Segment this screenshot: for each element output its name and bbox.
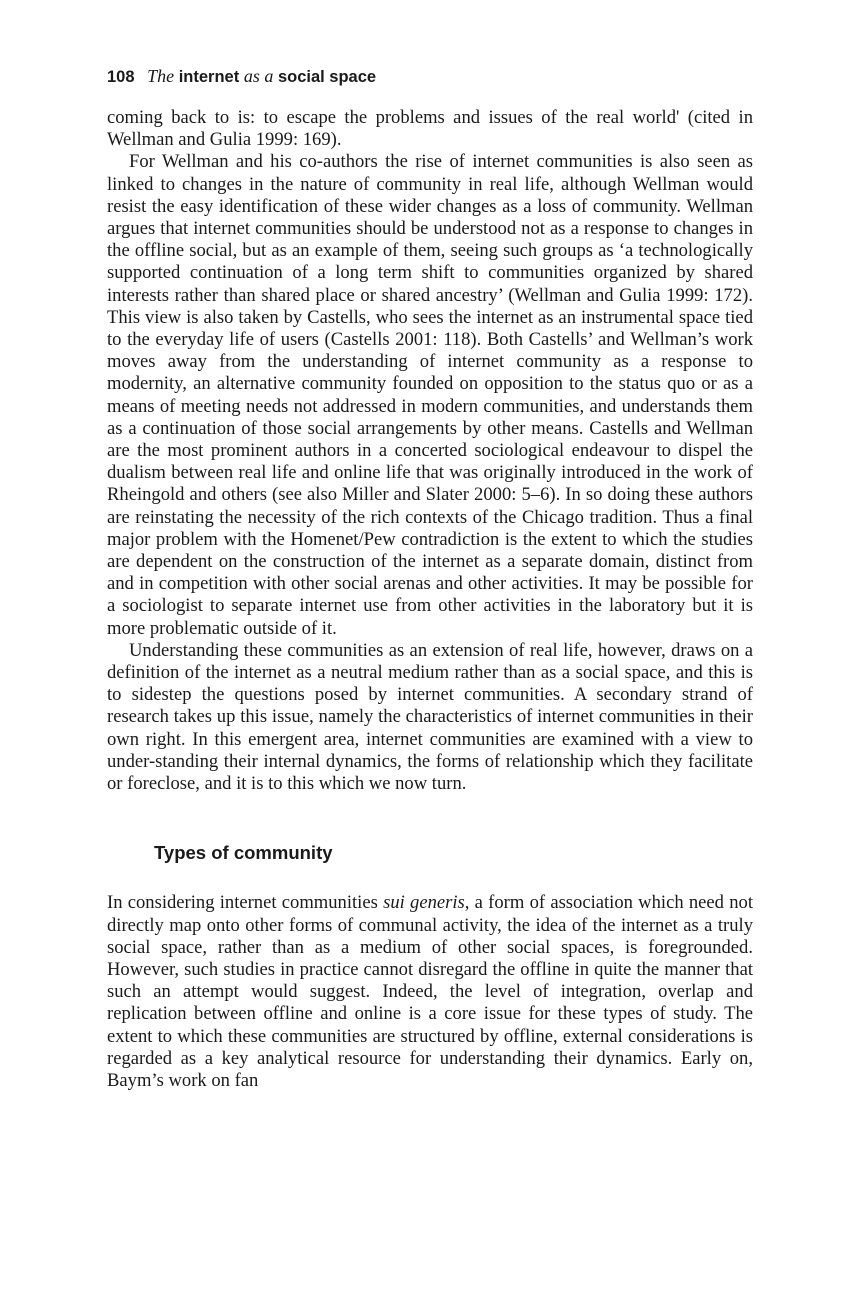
paragraph-sui-generis-rest: , a form of association which need not directly map onto other forms of communal activity, the idea of the internet as a truly social space, rather than as a medium of other social spaces, is foregrounded. However, such studies in practice cannot disregard the offline in quite the manner that such an attempt would suggest. Indeed, the level of integration, overlap and replication between offline and online is a core issue for these types of study. The extent to which these communities are structured by offline, external considerations is regarded as a key analytical resource for understanding their dynamics. Early on, Baym’s work on fan — [107, 892, 753, 1091]
main-text — [107, 107, 753, 1092]
book-page — [107, 64, 753, 1092]
sui-generis-italic: sui generis — [383, 892, 465, 914]
page-number: 108 — [107, 68, 135, 86]
paragraph-sui-generis-start: In considering internet communities — [107, 892, 384, 914]
paragraph-sui-generis — [107, 892, 753, 1092]
running-head — [107, 64, 753, 88]
running-title-italic-the: The — [147, 66, 175, 86]
running-title-italic-as-a: as a — [243, 66, 274, 86]
section-heading: Types of community — [154, 842, 333, 864]
paragraph-wellman-castells: For Wellman and his co-authors the rise of internet communities is also seen as linked to changes in the nature of community in real life, although Wellman would resist the easy identification of these wider changes as a loss of community. Wellman argues that internet communities should be understood not as a response to changes in the offline social, but as an example of them, seeing such groups as ‘a technologically supported continuation of a long term shift to communities organized by shared interests rather than shared place or shared ancestry’ (Wellman and Gulia 1999: 172). This view is also taken by Castells, who sees the internet as an instrumental space tied to the everyday life of users (Castells 2001: 118). Both Castells’ and Wellman’s work moves away from the understanding of internet community as a response to modernity, an alternative community founded on opposition to the status quo or as a means of meeting needs not addressed in modern communities, and understands them as a continuation of those social arrangements by other means. Castells and Wellman are the most prominent authors in a concerted sociological endeavour to dispel the dualism between real life and online life that was originally introduced in the work of Rheingold and others (see also Miller and Slater 2000: 5–6). In so doing these authors are reinstating the necessity of the rich contexts of the Chicago tradition. Thus a final major problem with the Homenet/Pew contradiction is the extent to which the studies are dependent on the construction of the internet as a separate domain, distinct from and in competition with other social arenas and other activities. It may be possible for a sociologist to separate internet use from other activities in the laboratory but it is more problematic outside of it. — [107, 151, 753, 639]
running-title-social-space: social space — [277, 68, 377, 86]
running-title-internet: internet — [178, 68, 240, 86]
paragraph-extension-real-life: Understanding these communities as an extension of real life, however, draws on a definition of the internet as a neutral medium rather than as a social space, and this is to sidestep the questions posed by internet communities. A secondary strand of research takes up this issue, namely the characteristics of internet communities in their own right. In this emergent area, internet communities are examined with a view to under-standing their internal dynamics, the forms of relationship which they facilitate or foreclose, and it is to this which we now turn. — [107, 639, 753, 795]
paragraph-continuation: coming back to is: to escape the problems and issues of the real world' (cited in Wellman and Gulia 1999: 169). — [107, 107, 753, 151]
section-body — [107, 892, 753, 1092]
